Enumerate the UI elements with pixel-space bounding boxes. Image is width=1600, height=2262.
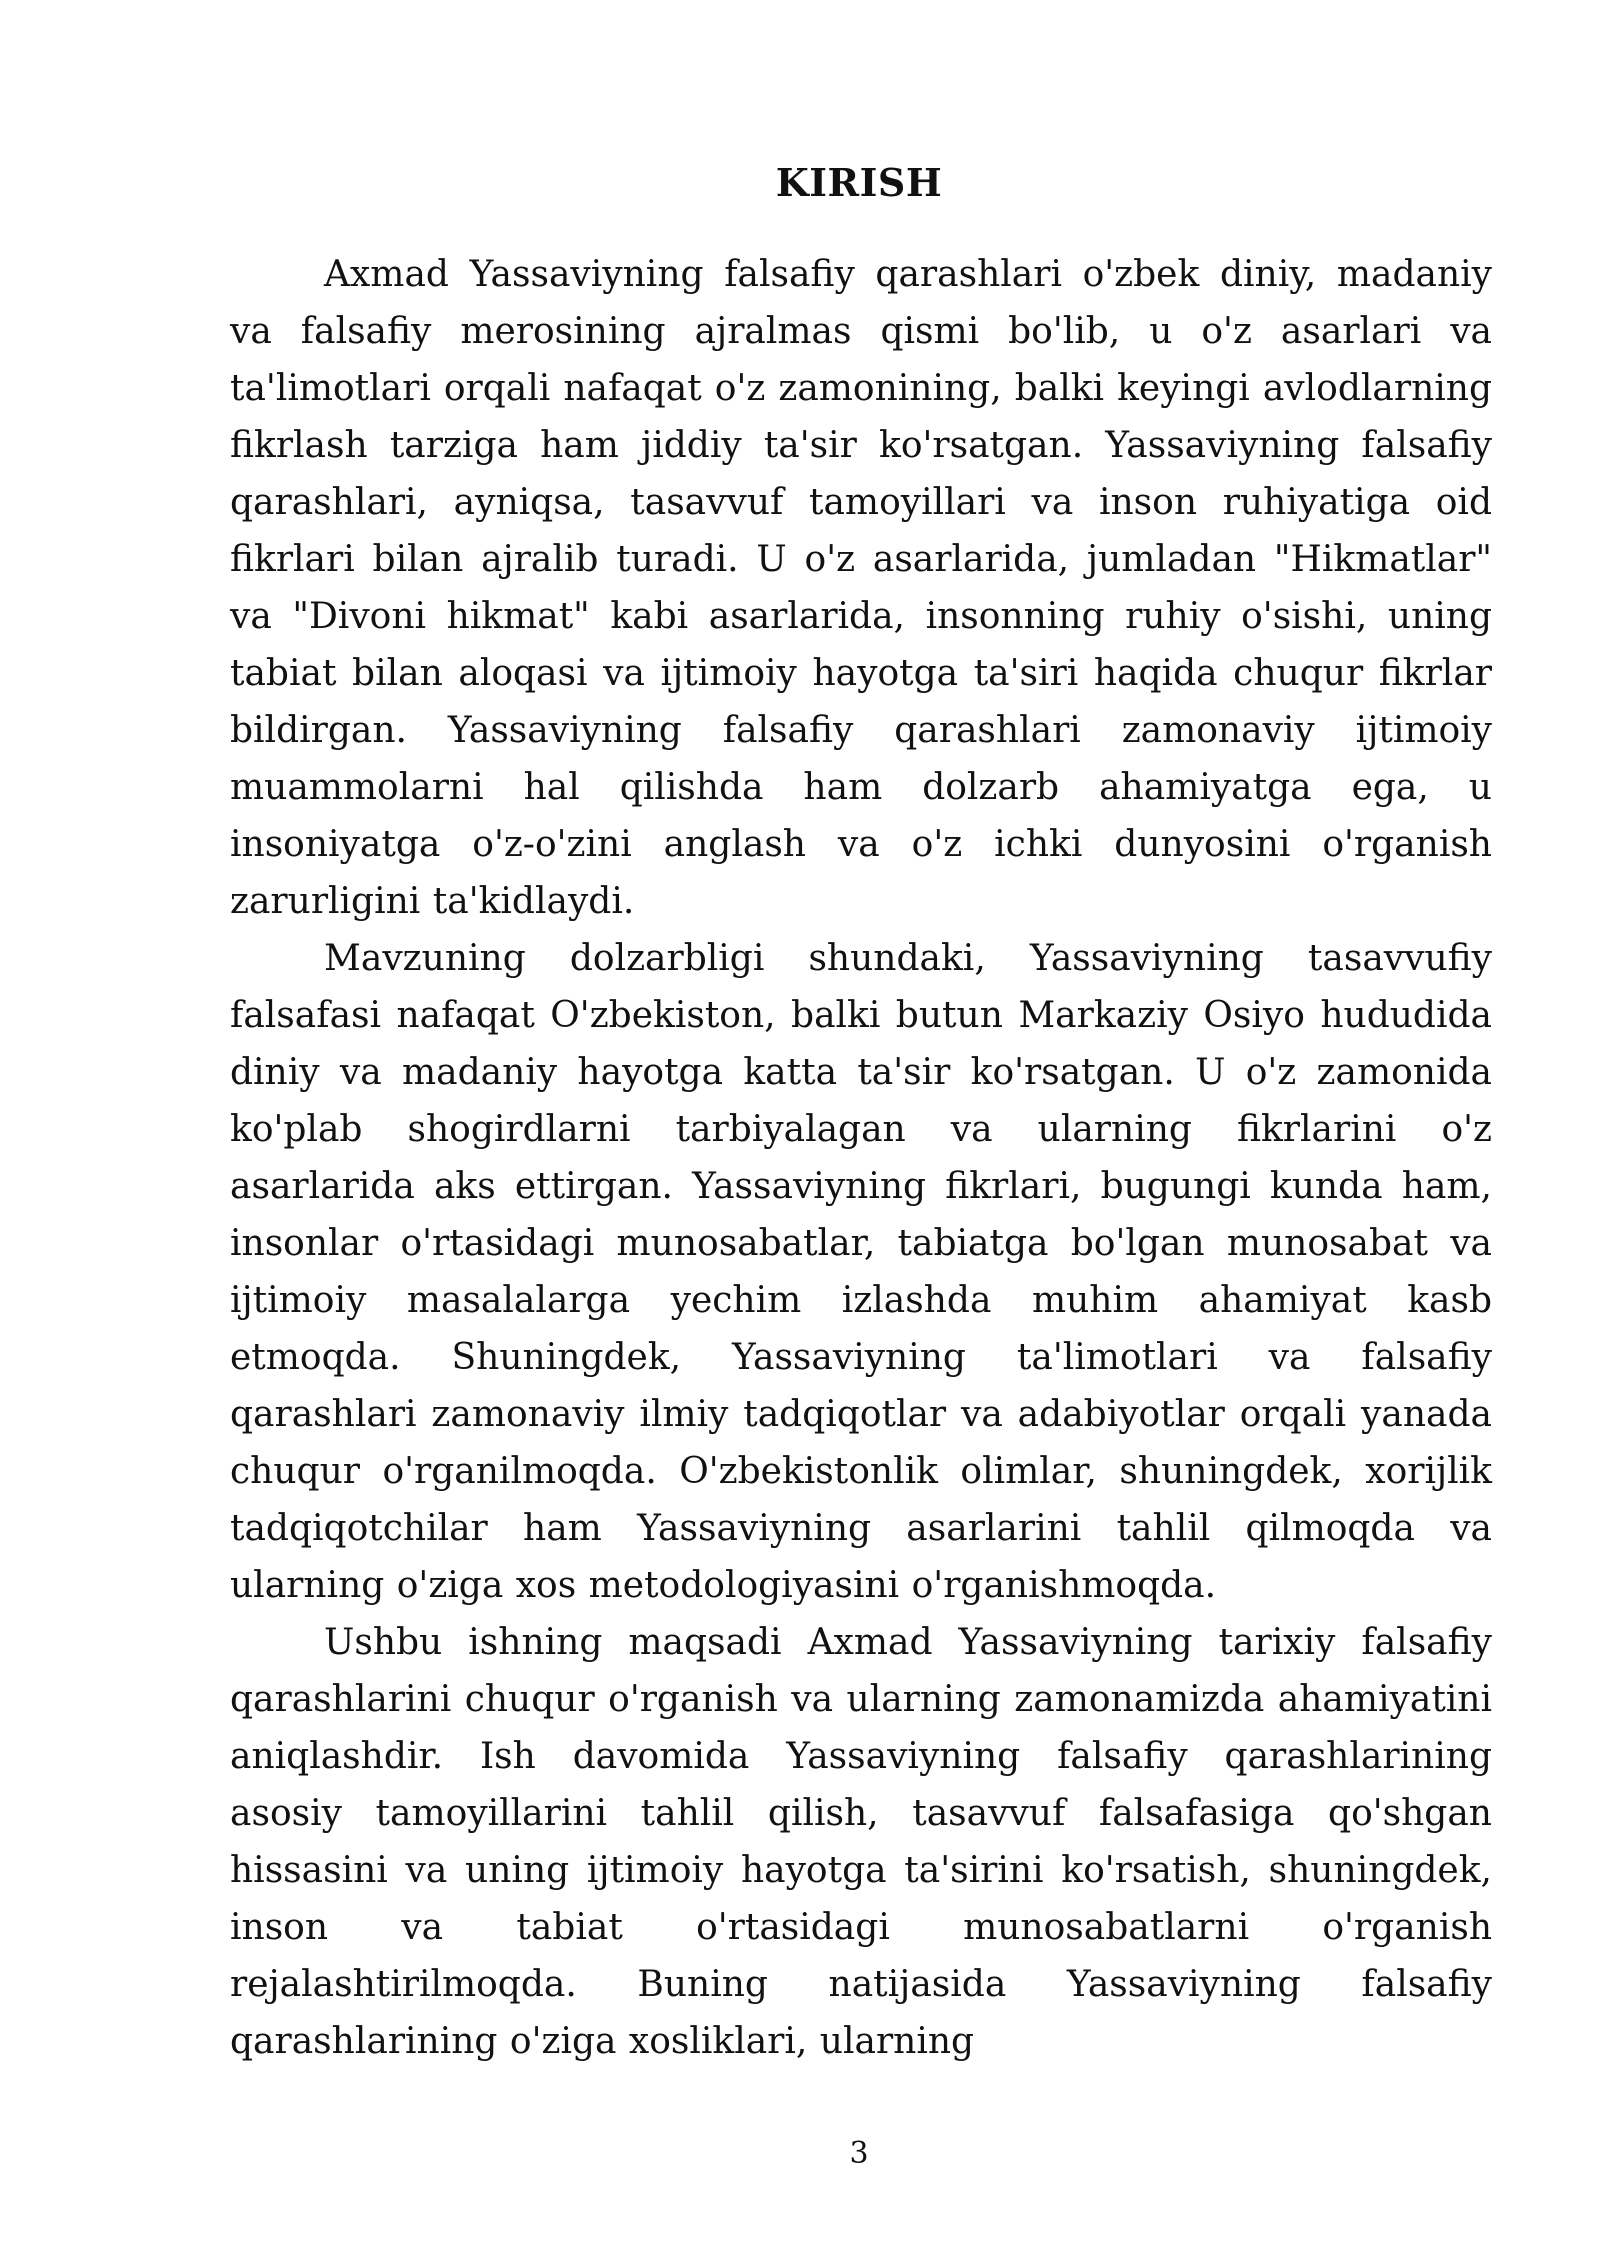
paragraph-aim: Ushbu ishning maqsadi Axmad Yassaviyning tarixiy falsafiy qarashlarini chuqur o'rganish va ularning zamonamizda ahamiyatini aniqlashdir. Ish davomida Yassaviyning falsafiy qarashlarining asosiy tamoyillarini tahlil qilish, tasavvuf falsafasiga qo'shgan hissasini va uning ijtimoiy hayotga ta'sirini ko'rsatish, shuningdek, inson va tabiat o'rtasidagi munosabatlarni o'rganish rejalashtirilmoqda. Buning natijasida Yassaviyning falsafiy qarashlarining o'ziga xosliklari, ularning xyxy=(230,1622,1492,2062)
paragraph-relevance: Mavzuning dolzarbligi shundaki, Yassaviyning tasavvufiy falsafasi nafaqat O'zbekiston, balki butun Markaziy Osiyo hududida diniy va madaniy hayotga katta ta'sir ko'rsatgan. U o'z zamonida ko'plab shogirdlarni tarbiyalagan va ularning fikrlarini o'z asarlarida aks ettirgan. Yassaviyning fikrlari, bugungi kunda ham, insonlar o'rtasidagi munosabatlar, tabiatga bo'lgan munosabat va ijtimoiy masalalarga yechim izlashda muhim ahamiyat kasb etmoqda. Shuningdek, Yassaviyning ta'limotlari va falsafiy qarashlari zamonaviy ilmiy tadqiqotlar va adabiyotlar orqali yanada chuqur o'rganilmoqda. O'zbekistonlik olimlar, shuningdek, xorijlik tadqiqotchilar ham Yassaviyning asarlarini tahlil qilmoqda va ularning o'ziga xos metodologiyasini o'rganishmoqda. xyxy=(230,938,1492,1606)
section-title: KIRISH xyxy=(775,160,943,205)
page-number: 3 xyxy=(849,2136,869,2171)
paragraph-intro: Axmad Yassaviyning falsafiy qarashlari o'zbek diniy, madaniy va falsafiy merosining ajralmas qismi bo'lib, u o'z asarlari va ta'limotlari orqali nafaqat o'z zamonining, balki keyingi avlodlarning fikrlash tarziga ham jiddiy ta'sir ko'rsatgan. Yassaviyning falsafiy qarashlari, ayniqsa, tasavvuf tamoyillari va inson ruhiyatiga oid fikrlari bilan ajralib turadi. U o'z asarlarida, jumladan "Hikmatlar" va "Divoni hikmat" kabi asarlarida, insonning ruhiy o'sishi, uning tabiat bilan aloqasi va ijtimoiy hayotga ta'siri haqida chuqur fikrlar bildirgan. Yassaviyning falsafiy qarashlari zamonaviy ijtimoiy muammolarni hal qilishda ham dolzarb ahamiyatga ega, u insoniyatga o'z-o'zini anglash va o'z ichki dunyosini o'rganish zarurligini ta'kidlaydi. xyxy=(230,254,1492,922)
body-text xyxy=(230,246,1492,2070)
